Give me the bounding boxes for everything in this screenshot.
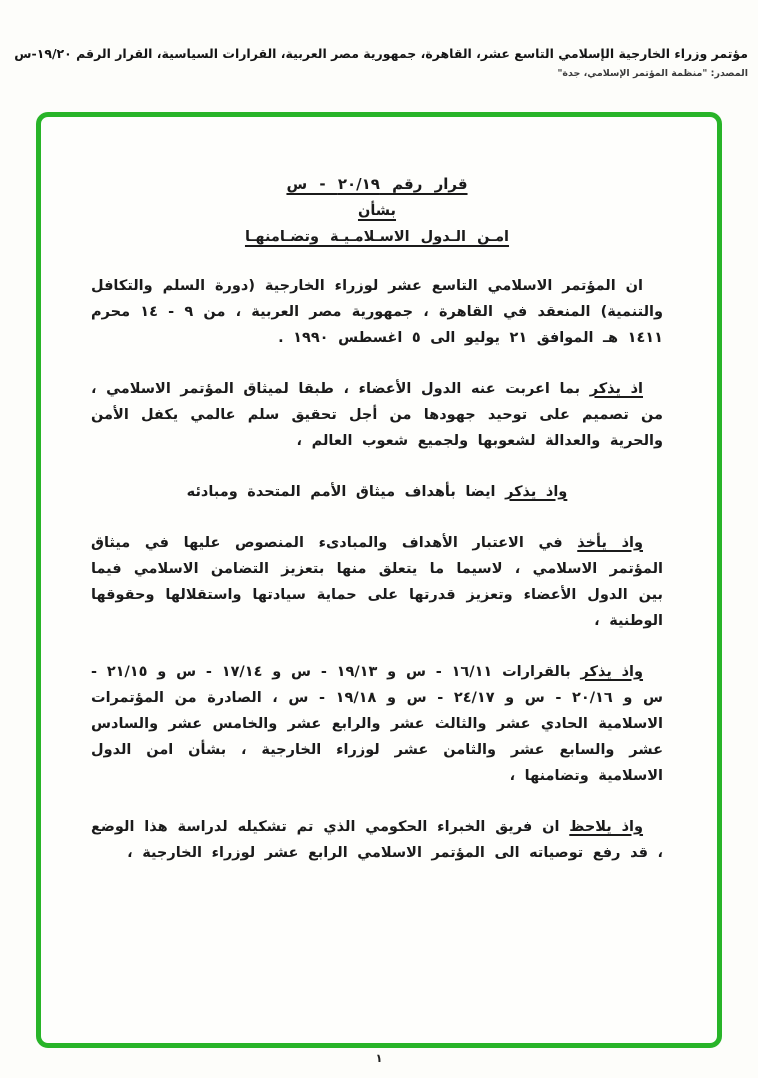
paragraph-text: بما اعربت عنه الدول الأعضاء ، طبقا لميثاق المؤتمر الاسلامي ، من تصميم على توحيد جهودها من أجل تحقيق سلم عالمي يكفل الأمن والحرية والعدالة لشعوبها ولجميع شعوب العالم ، xyxy=(91,381,663,449)
paragraph-taking-into-account xyxy=(91,530,663,634)
paragraph-lead: واذ يذكر xyxy=(580,664,644,680)
header-citation: مؤتمر وزراء الخارجية الإسلامي التاسع عشر، القاهرة، جمهورية مصر العربية، القرارات السياسية، القرار الرقم ١٩/٢٠-س xyxy=(14,46,748,61)
paragraph-text: في الاعتبار الأهداف والمبادىء المنصوص عليها في ميثاق المؤتمر الاسلامي ، لاسيما ما يتعلق منها بتعزيز التضامن الاسلامي فيما بين الدول الأعضاء وتعزيز قدرتها على حماية سيادتها واستقلالها وحقوقها الوطنية ، xyxy=(91,535,663,629)
paragraph-recalling-resolutions xyxy=(91,659,663,789)
page-number: ١ xyxy=(375,1051,383,1065)
paragraph-lead: واذ يأخذ xyxy=(577,535,643,551)
paragraph-lead: واذ يلاحظ xyxy=(569,819,644,835)
title-row-2 xyxy=(91,200,663,219)
paragraph-text: ان المؤتمر الاسلامي التاسع عشر لوزراء الخارجية (دورة السلم والتكافل والتنمية) المنعقد في القاهرة ، جمهورية مصر العربية ، من ٩ - ١٤ محرم ١٤١١ هـ الموافق ٢١ يوليو الى ٥ اغسطس ١٩٩٠ . xyxy=(91,278,664,346)
paragraph-lead: اذ يذكر xyxy=(589,381,643,397)
title-row-1 xyxy=(91,174,663,193)
title-regarding: بشأن xyxy=(357,203,397,219)
paragraph-text: ايضا بأهداف ميثاق الأمم المتحدة ومبادئه xyxy=(186,484,506,500)
document-content xyxy=(41,117,717,866)
paragraph-text: ان فريق الخبراء الحكومي الذي تم تشكيله لدراسة هذا الوضع ، قد رفع توصياته الى المؤتمر الاسلامي الرابع عشر لوزراء الخارجية ، xyxy=(91,819,663,861)
header-source: المصدر: "منظمة المؤتمر الإسلامي، جدة" xyxy=(557,68,748,79)
document-frame xyxy=(36,112,722,1048)
paragraph-recalling-un-charter xyxy=(91,479,663,505)
paragraph-preamble xyxy=(91,273,663,351)
paragraph-recalling-charter xyxy=(91,376,663,454)
title-resolution-number: قرار رقم ٢٠/١٩ - س xyxy=(286,175,468,193)
paragraph-text: بالقرارات ١٦/١١ - س و ١٩/١٣ - س و ١٧/١٤ - س و ٢١/١٥ - س و ٢٠/١٦ - س و ٢٤/١٧ - س و ١٩/١٨ - س ، الصادرة من المؤتمرات الاسلامية الحادي عشر والثالث عشر والرابع عشر والخامس عشر والسادس عشر والسابع عشر والثامن عشر لوزراء الخارجية ، بشأن امن الدول الاسلامية وتضامنها ، xyxy=(91,664,663,784)
title-row-3 xyxy=(91,226,663,245)
document-title-block xyxy=(91,174,663,245)
paragraph-noting-expert-group xyxy=(91,814,663,866)
page-header xyxy=(8,46,748,79)
title-subject: امـن الـدول الاسـلامـيـة وتضـامنهـا xyxy=(244,229,510,245)
paragraph-lead: واذ يذكر xyxy=(505,484,568,500)
